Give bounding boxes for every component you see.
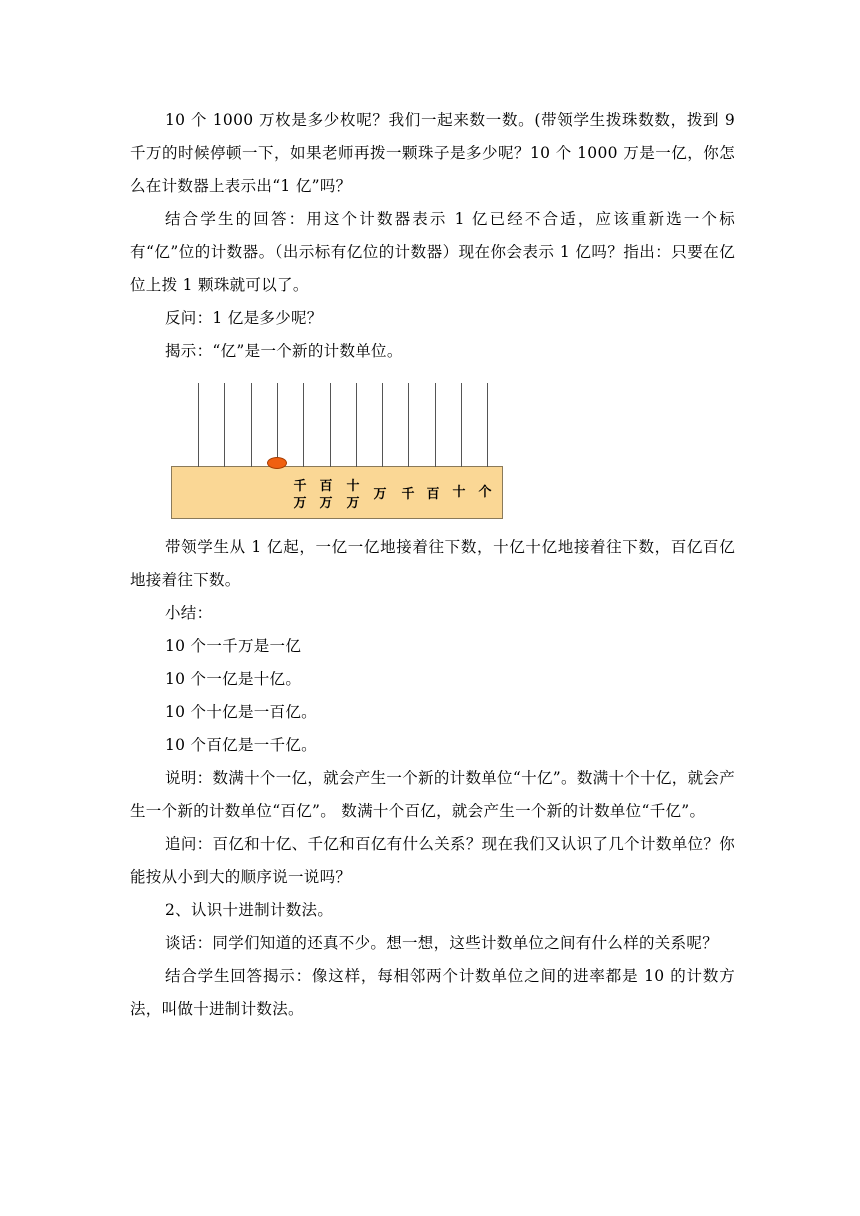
abacus-rod — [382, 383, 383, 467]
abacus-rod — [408, 383, 409, 467]
paragraph: 10 个十亿是一百亿。 — [165, 703, 317, 721]
abacus-rod — [277, 383, 278, 467]
abacus-rod — [303, 383, 304, 467]
paragraph: 带领学生从 1 亿起，一亿一亿地接着往下数，十亿十亿地接着往下数，百亿百亿地接着往下数。 — [130, 538, 735, 589]
paragraph: 揭示：“亿”是一个新的计数单位。 — [165, 342, 403, 360]
abacus-rod — [487, 383, 488, 467]
paragraph: 10 个一千万是一亿 — [165, 637, 302, 655]
abacus-rod — [330, 383, 331, 467]
paragraph: 10 个 1000 万枚是多少枚呢？我们一起来数一数。(带领学生拨珠数数，拨到 9 千万的时候停顿一下，如果老师再拨一颗珠子是多少呢？10 个 1000 万是一亿，你怎么在计数器上表示出“1 亿”吗？ — [130, 111, 735, 195]
text-block-top — [130, 104, 735, 368]
place-label-ge: 个 — [478, 485, 492, 500]
place-label-wan: 万 — [373, 487, 387, 502]
place-label-qianwan: 千 万 — [293, 479, 307, 511]
abacus-counter-figure — [171, 383, 503, 519]
abacus-rod — [198, 383, 199, 467]
place-label-bai: 百 — [426, 487, 440, 502]
paragraph: 谈话：同学们知道的还真不少。想一想，这些计数单位之间有什么样的关系呢？ — [165, 934, 719, 952]
paragraph: 追问：百亿和十亿、千亿和百亿有什么关系？现在我们又认识了几个计数单位？你能按从小到大的顺序说一说吗？ — [130, 835, 735, 886]
abacus-rod — [435, 383, 436, 467]
abacus-rod — [461, 383, 462, 467]
paragraph: 结合学生回答揭示：像这样，每相邻两个计数单位之间的进率都是 10 的计数方法，叫做十进制计数法。 — [130, 967, 735, 1018]
abacus-rod — [251, 383, 252, 467]
place-label-qian: 千 — [401, 487, 415, 502]
paragraph: 10 个一亿是十亿。 — [165, 670, 302, 688]
paragraph: 反问：1 亿是多少呢？ — [165, 309, 323, 327]
abacus-rod — [224, 383, 225, 467]
paragraph: 说明：数满十个一亿，就会产生一个新的计数单位“十亿”。数满十个十亿，就会产生一个新的计数单位“百亿”。 数满十个百亿，就会产生一个新的计数单位“千亿”。 — [130, 769, 735, 820]
place-label-baiwan: 百 万 — [319, 479, 333, 511]
place-label-shi: 十 — [452, 485, 466, 500]
paragraph: 10 个百亿是一千亿。 — [165, 736, 317, 754]
paragraph: 2、认识十进制计数法。 — [165, 901, 334, 919]
paragraph: 小结： — [165, 604, 213, 622]
abacus-rod — [356, 383, 357, 467]
paragraph: 结合学生的回答：用这个计数器表示 1 亿已经不合适，应该重新选一个标有“亿”位的计数器。（出示标有亿位的计数器）现在你会表示 1 亿吗？指出：只要在亿位上拨 1 颗珠就可以了。 — [130, 210, 735, 294]
place-label-shiwan: 十 万 — [346, 479, 360, 511]
abacus-bead — [267, 457, 287, 469]
text-block-bottom — [130, 531, 735, 1026]
